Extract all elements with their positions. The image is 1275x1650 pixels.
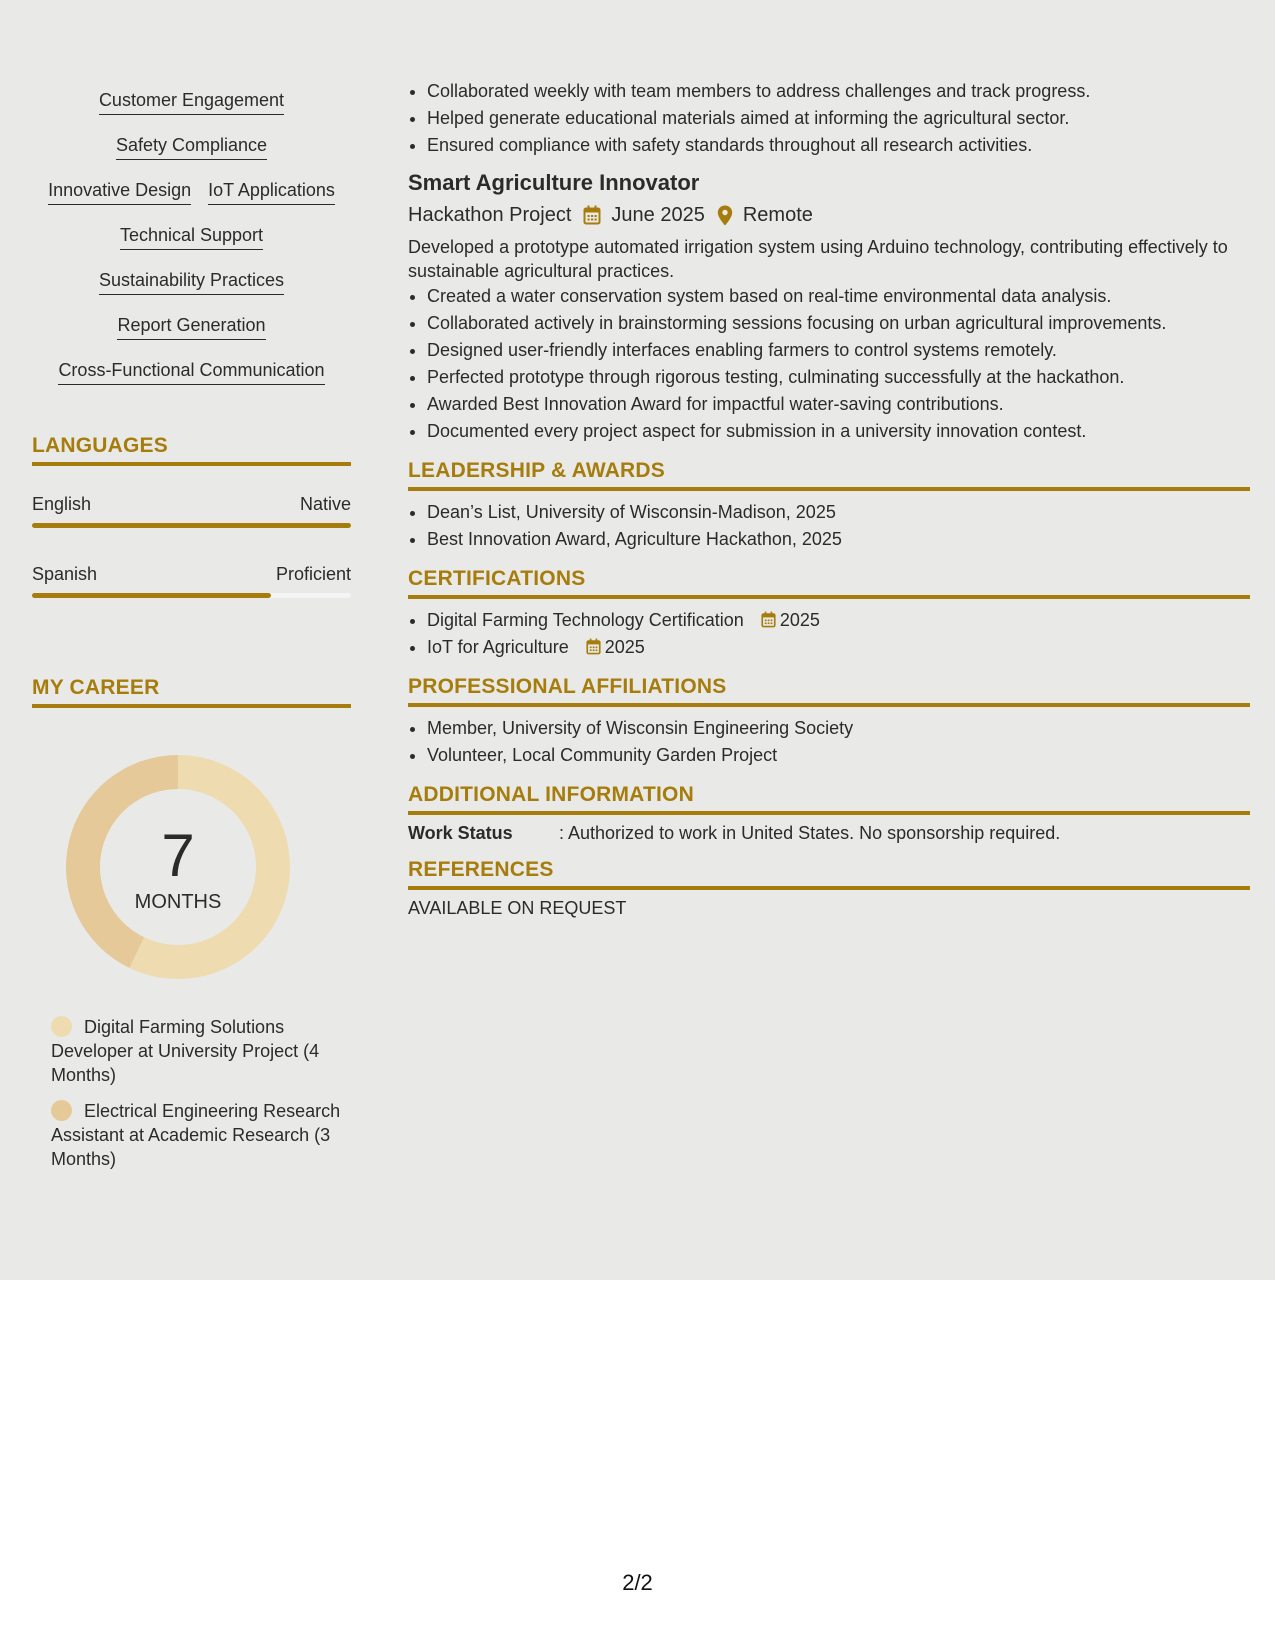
language-level: Native [299, 494, 351, 514]
leadership-list [408, 499, 1250, 553]
career-donut-chart [66, 755, 290, 979]
skill-row [32, 309, 351, 354]
certifications-heading: CERTIFICATIONS [408, 567, 1250, 599]
calendar-icon [586, 638, 601, 655]
work-status-label: Work Status [408, 823, 513, 843]
list-item: • Collaborated actively in brainstorming sessions focusing on urban agricultural improvements. [427, 310, 1250, 337]
certification-year: 2025 [604, 637, 645, 657]
work-status-row [408, 823, 1250, 844]
list-item: • Perfected prototype through rigorous testing, culminating successfully at the hackathon. [427, 364, 1250, 391]
career-legend [51, 1015, 341, 1183]
career-item-text: Electrical Engineering Research Assistant at Academic Research (3 Months) [51, 1101, 341, 1169]
calendar-icon [583, 205, 601, 225]
certification-name: Digital Farming Technology Certification [427, 610, 744, 630]
language-name: English [32, 494, 92, 514]
skill-row [32, 219, 351, 264]
legend-dot [51, 1016, 72, 1037]
list-item: • Created a water conservation system based on real-time environmental data analysis. [427, 283, 1250, 310]
career-legend-item [51, 1015, 341, 1087]
certification-name: IoT for Agriculture [427, 637, 569, 657]
career-item-text: Digital Farming Solutions Developer at University Project (4 Months) [51, 1017, 320, 1085]
list-item: • Helped generate educational materials aimed at informing the agricultural sector. [427, 105, 1250, 132]
affiliations-list [408, 715, 1250, 769]
skill-row [32, 174, 351, 219]
previous-job-bullets [408, 78, 1250, 159]
language-bar [32, 593, 351, 598]
list-item: • Awarded Best Innovation Award for impactful water-saving contributions. [427, 391, 1250, 418]
language-spanish [32, 564, 351, 598]
references-heading: REFERENCES [408, 858, 1250, 890]
job-bullets [408, 283, 1250, 445]
skill-row [32, 129, 351, 174]
list-item: • Member, University of Wisconsin Engineering Society [427, 715, 1250, 742]
job-location: Remote [742, 204, 813, 226]
location-pin-icon [717, 205, 733, 226]
work-status-value: : Authorized to work in United States. No sponsorship required. [559, 823, 1061, 843]
sidebar [32, 84, 351, 1169]
additional-info-heading: ADDITIONAL INFORMATION [408, 783, 1250, 815]
skills-list [32, 84, 351, 399]
skill-tag: Innovative Design [48, 180, 191, 205]
affiliations-heading: PROFESSIONAL AFFILIATIONS [408, 675, 1250, 707]
list-item: • Collaborated weekly with team members to address challenges and track progress. [427, 78, 1250, 105]
job-meta [408, 201, 1250, 229]
certifications-list [408, 607, 1250, 661]
language-name: Spanish [32, 564, 98, 584]
skill-tag: Cross-Functional Communication [58, 360, 324, 385]
career-heading: MY CAREER [32, 676, 351, 708]
certification-item [427, 607, 1250, 634]
job-title: Smart Agriculture Innovator [408, 170, 700, 195]
job-organization: Hackathon Project [408, 204, 572, 226]
list-item: • Documented every project aspect for submission in a university innovation contest. [427, 418, 1250, 445]
certification-item [427, 634, 1250, 661]
language-bar-fill [32, 593, 271, 598]
career-total-months: 7 [161, 822, 195, 889]
list-item: • Ensured compliance with safety standards throughout all research activities. [427, 132, 1250, 159]
job-description: Developed a prototype automated irrigation system using Arduino technology, contributing effectively to sustainable agricultural practices. [408, 237, 1228, 281]
skill-tag: IoT Applications [208, 180, 335, 205]
list-item: • Volunteer, Local Community Garden Project [427, 742, 1250, 769]
language-bar-fill [32, 523, 351, 528]
skill-tag: Sustainability Practices [99, 270, 284, 295]
skill-tag: Report Generation [117, 315, 265, 340]
job-date: June 2025 [611, 204, 705, 226]
list-item: • Designed user-friendly interfaces enabling farmers to control systems remotely. [427, 337, 1250, 364]
skill-row [32, 354, 351, 399]
skill-tag: Customer Engagement [99, 90, 284, 115]
calendar-icon [761, 611, 776, 628]
skill-row [32, 264, 351, 309]
skill-tag: Technical Support [120, 225, 263, 250]
language-english [32, 494, 351, 528]
languages-heading: LANGUAGES [32, 434, 351, 466]
skill-tag: Safety Compliance [116, 135, 267, 160]
page-number: 2/2 [622, 1570, 653, 1595]
main-content [408, 78, 1250, 919]
career-legend-item [51, 1099, 341, 1171]
career-unit-label: MONTHS [134, 891, 222, 913]
language-level: Proficient [275, 564, 351, 584]
list-item: • Best Innovation Award, Agriculture Hackathon, 2025 [427, 526, 1250, 553]
certification-year: 2025 [779, 610, 820, 630]
leadership-heading: LEADERSHIP & AWARDS [408, 459, 1250, 491]
language-bar [32, 523, 351, 528]
skill-row [32, 84, 351, 129]
list-item: • Dean’s List, University of Wisconsin-Madison, 2025 [427, 499, 1250, 526]
legend-dot [51, 1100, 72, 1121]
references-text: AVAILABLE ON REQUEST [408, 898, 627, 918]
